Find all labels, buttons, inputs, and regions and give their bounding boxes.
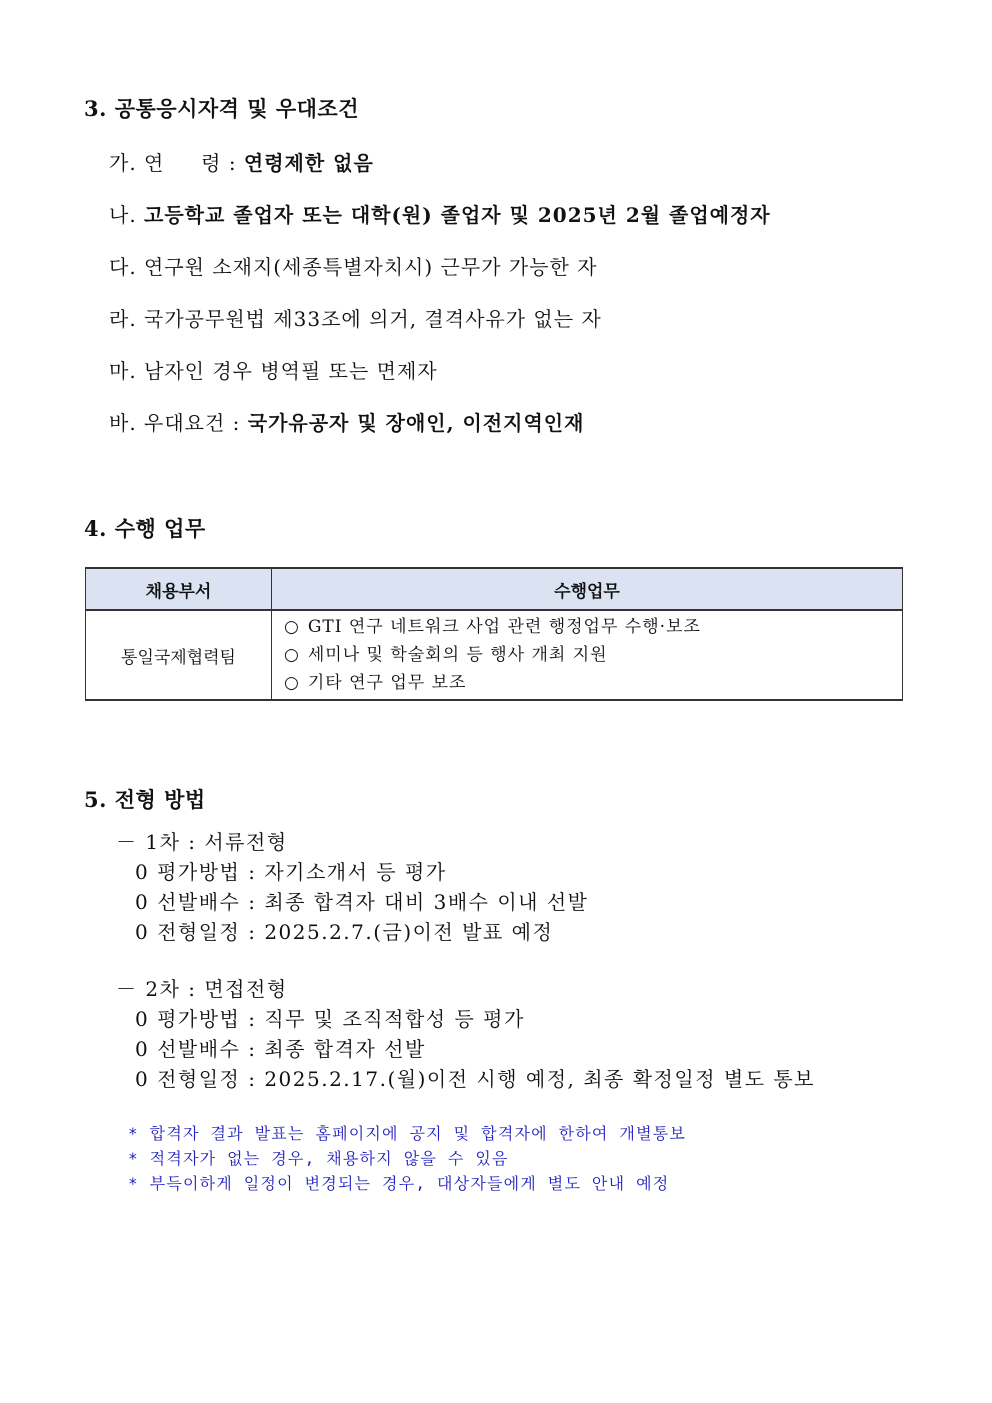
duty-item: ○ 세미나 및 학술회의 등 행사 개최 지원	[284, 645, 608, 665]
header-duties: 수행업무	[272, 568, 903, 610]
department-cell: 통일국제협력팀	[86, 610, 272, 700]
qualification-value: 고등학교 졸업자 또는 대학(원) 졸업자 및 2025년 2월 졸업예정자	[144, 203, 771, 227]
qualification-location	[109, 251, 597, 280]
stage-2-title: － 2차 : 면접전형	[116, 977, 288, 1001]
table-row	[86, 610, 903, 700]
notice-line: * 적격자가 없는 경우, 채용하지 않을 수 있음	[128, 1149, 509, 1168]
qualification-label: 다. 연구원 소재지(세종특별자치시) 근무가 가능한 자	[109, 255, 598, 279]
qualification-military	[109, 355, 438, 384]
notice-line: * 합격자 결과 발표는 홈페이지에 공지 및 합격자에 한하여 개별통보	[128, 1124, 687, 1143]
qualification-label: 마. 남자인 경우 병역필 또는 면제자	[109, 359, 438, 383]
qualification-education	[109, 199, 771, 228]
section-3-title: 3. 공통응시자격 및 우대조건	[84, 96, 360, 121]
duties-table	[85, 567, 903, 701]
duty-item: ○ GTI 연구 네트워크 사업 관련 행정업무 수행·보조	[284, 617, 701, 637]
stage-2-line: 0 평가방법 : 직무 및 조직적합성 등 평가	[135, 1007, 525, 1031]
table-header-row	[86, 568, 903, 610]
stage-2-line: 0 전형일정 : 2025.2.17.(월)이전 시행 예정, 최종 확정일정 별도 통보	[135, 1067, 816, 1091]
qualification-label: 가. 연 령 :	[109, 151, 244, 175]
qualification-label: 바. 우대요건 :	[109, 411, 248, 435]
qualification-value: 연령제한 없음	[243, 151, 374, 175]
circle-bullet-icon: ○	[284, 617, 300, 637]
notice-line: * 부득이하게 일정이 변경되는 경우, 대상자들에게 별도 안내 예정	[128, 1174, 670, 1193]
section-4-title: 4. 수행 업무	[84, 516, 206, 541]
circle-bullet-icon: ○	[284, 645, 300, 665]
qualification-age	[109, 147, 374, 176]
qualification-preference	[109, 407, 584, 436]
stage-1-line: 0 평가방법 : 자기소개서 등 평가	[135, 860, 447, 884]
header-department: 채용부서	[86, 568, 272, 610]
qualification-label: 라. 국가공무원법 제33조에 의거, 결격사유가 없는 자	[109, 307, 602, 331]
stage-1-title: － 1차 : 서류전형	[116, 830, 288, 854]
duties-cell	[272, 610, 903, 700]
qualification-value: 국가유공자 및 장애인, 이전지역인재	[247, 411, 585, 435]
circle-bullet-icon: ○	[284, 673, 300, 693]
section-5-title: 5. 전형 방법	[84, 787, 206, 812]
qualification-label: 나.	[109, 203, 145, 227]
duty-item: ○ 기타 연구 업무 보조	[284, 673, 467, 693]
stage-1-line: 0 전형일정 : 2025.2.7.(금)이전 발표 예정	[135, 920, 554, 944]
qualification-disqualification	[109, 303, 602, 332]
stage-1-line: 0 선발배수 : 최종 합격자 대비 3배수 이내 선발	[135, 890, 589, 914]
stage-2-line: 0 선발배수 : 최종 합격자 선발	[135, 1037, 426, 1061]
